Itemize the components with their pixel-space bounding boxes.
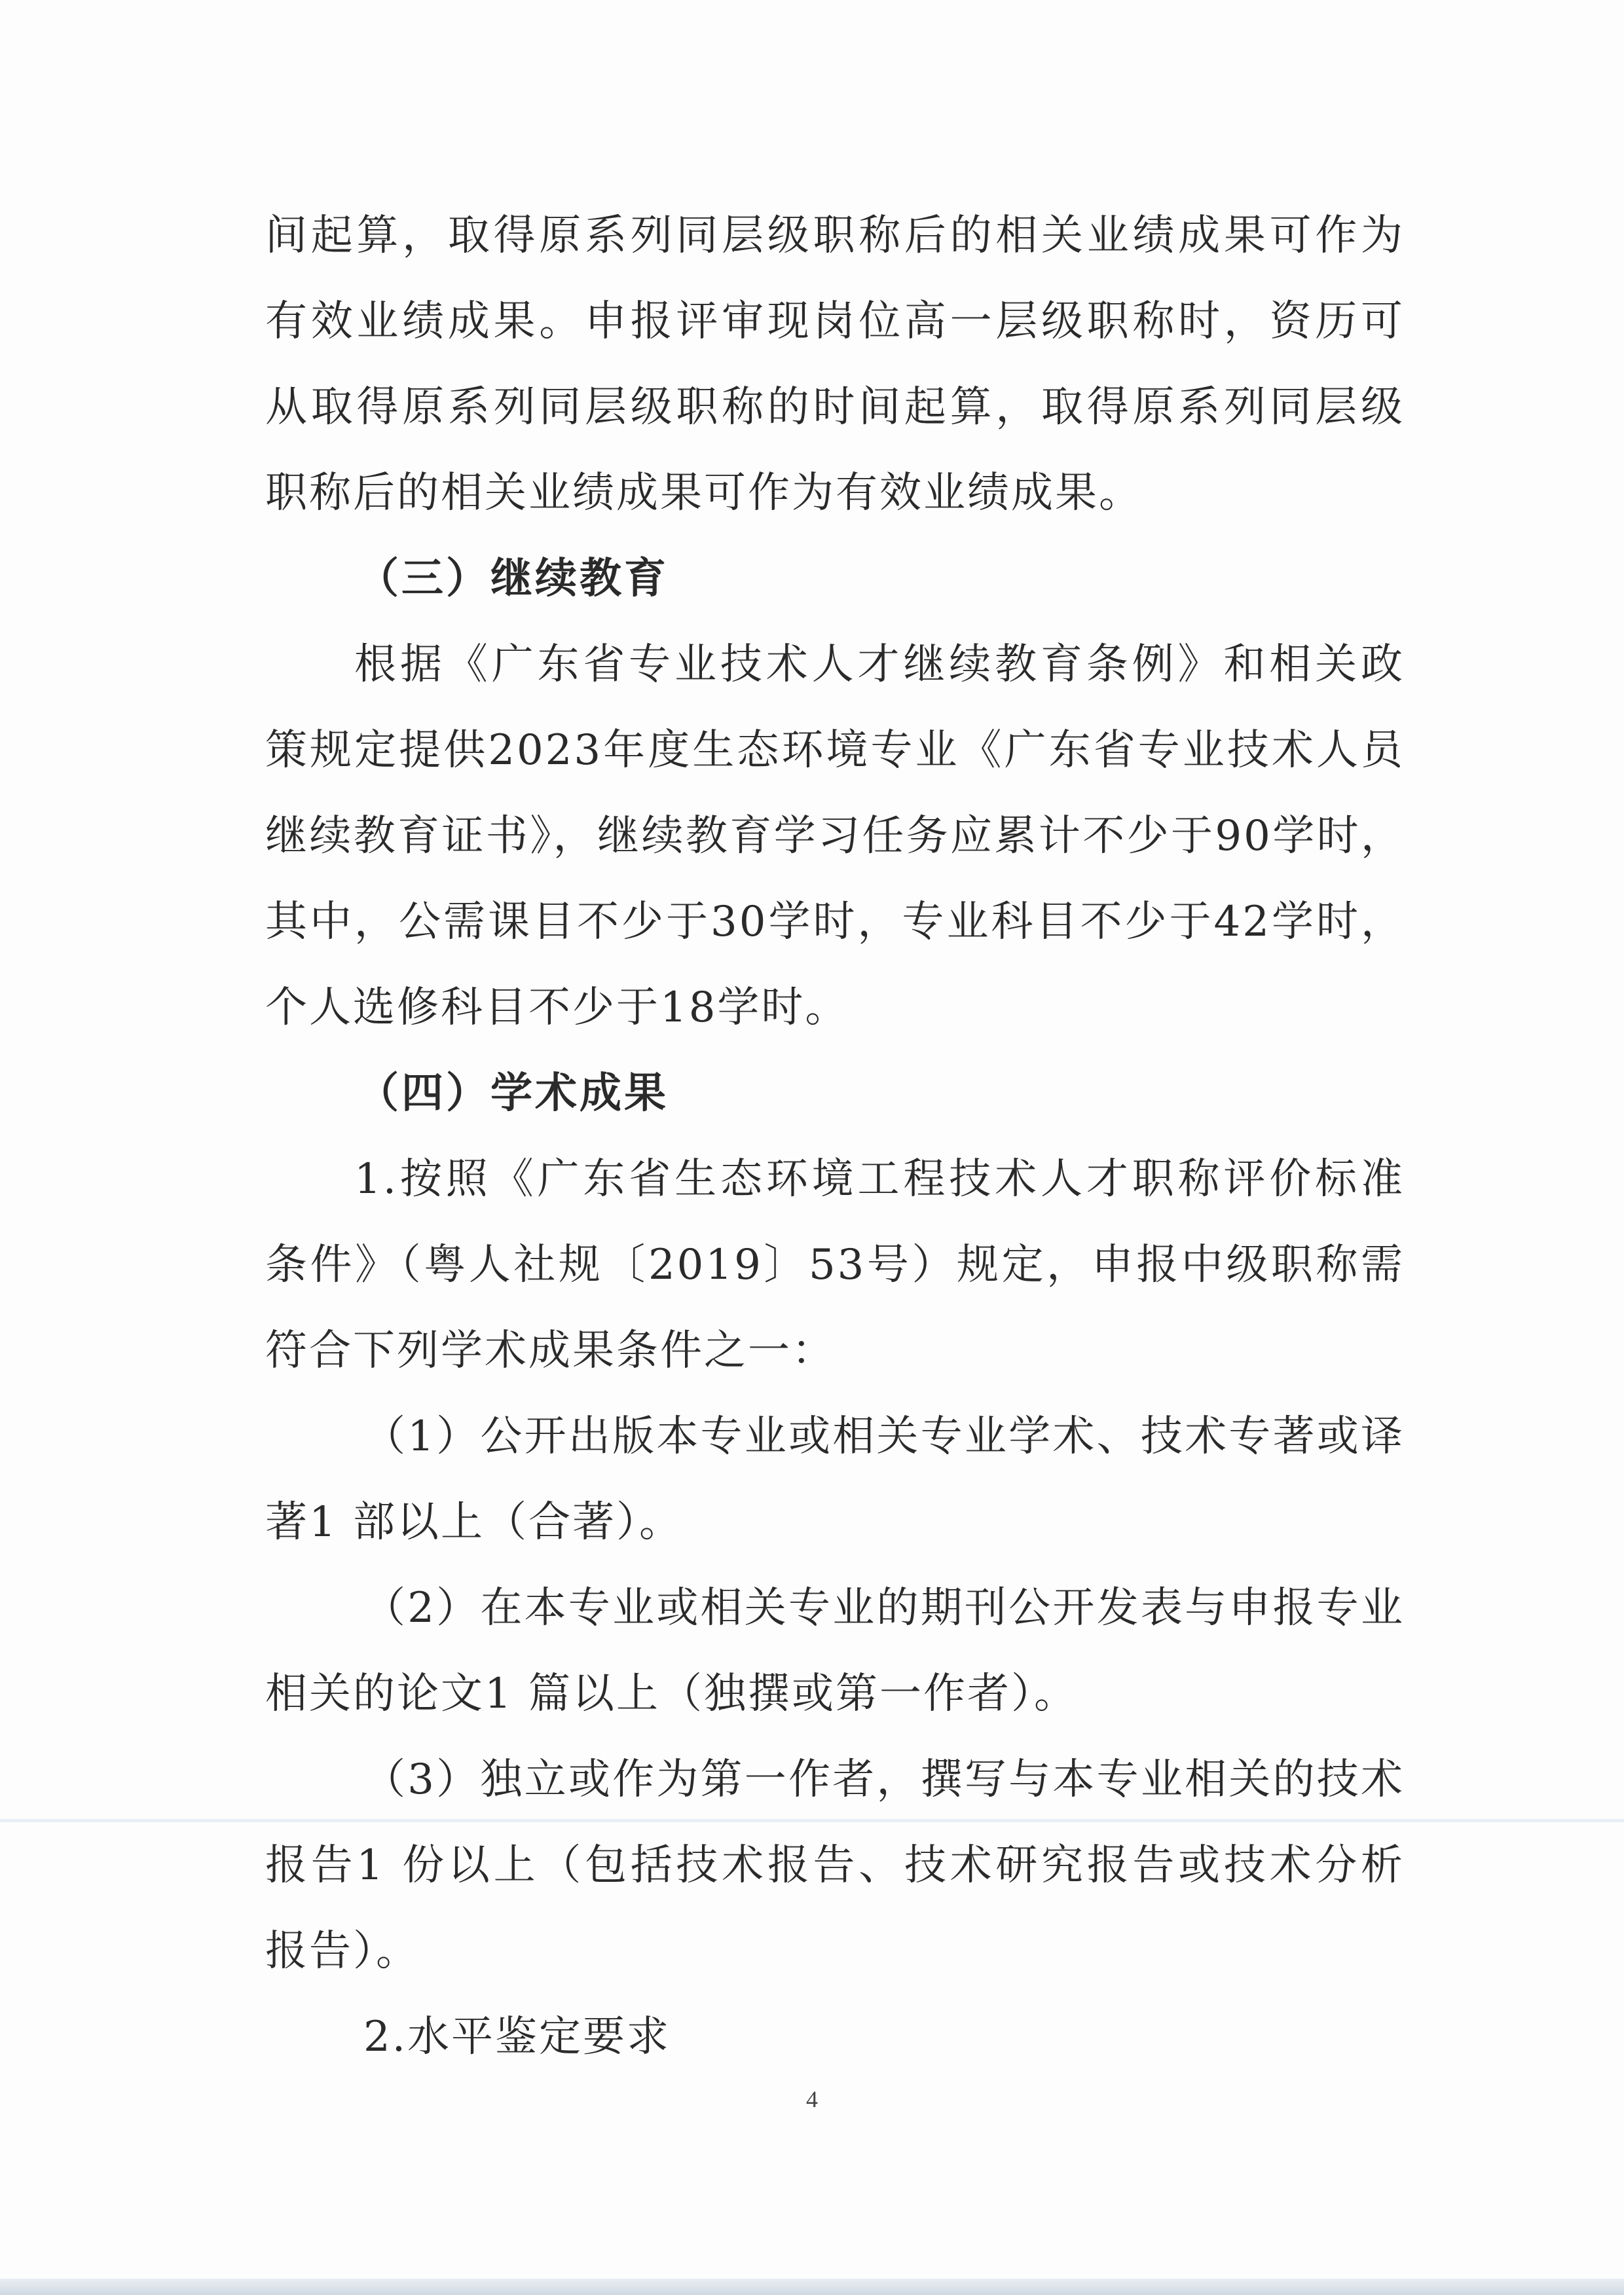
list-item-monograph: （1）公开出版本专业或相关专业学术、技术专著或译著1 部以上（合著）。 (265, 1412, 1405, 1547)
section-heading-continuing-education: （三）继续教育 (357, 555, 669, 603)
list-item-level-assessment: 2.水平鉴定要求 (363, 2013, 671, 2061)
scan-artifact-line (0, 1819, 1624, 1822)
section-heading-academic-achievements: （四）学术成果 (357, 1069, 669, 1118)
paragraph-continuation: 间起算，取得原系列同层级职称后的相关业绩成果可作为有效业绩成果。申报评审现岗位高一层级职称时，资历可从取得原系列同层级职称的时间起算，取得原系列同层级职称后的相关业绩成果可作为有效业绩成果。 (265, 211, 1405, 517)
paragraph-continuing-education: 根据《广东省专业技术人才继续教育条例》和相关政策规定提供2023年度生态环境专业《广东省专业技术人员继续教育证书》，继续教育学习任务应累计不少于90学时，其中，公需课目不少于30学时，专业科目不少于42学时，个人选修科目不少于18学时。 (265, 640, 1405, 1032)
page-number: 4 (806, 2086, 818, 2112)
document-body (265, 193, 1405, 2080)
scan-bottom-edge (0, 2279, 1624, 2295)
list-item-paper: （2）在本专业或相关专业的期刊公开发表与申报专业相关的论文1 篇以上（独撰或第一作者）。 (265, 1584, 1405, 1718)
paragraph-evaluation-standard: 1.按照《广东省生态环境工程技术人才职称评价标准条件》（粤人社规〔2019〕53号）规定，申报中级职称需符合下列学术成果条件之一： (265, 1155, 1405, 1375)
list-item-technical-report: （3）独立或作为第一作者，撰写与本专业相关的技术报告1 份以上（包括技术报告、技术研究报告或技术分析报告）。 (265, 1755, 1405, 1975)
